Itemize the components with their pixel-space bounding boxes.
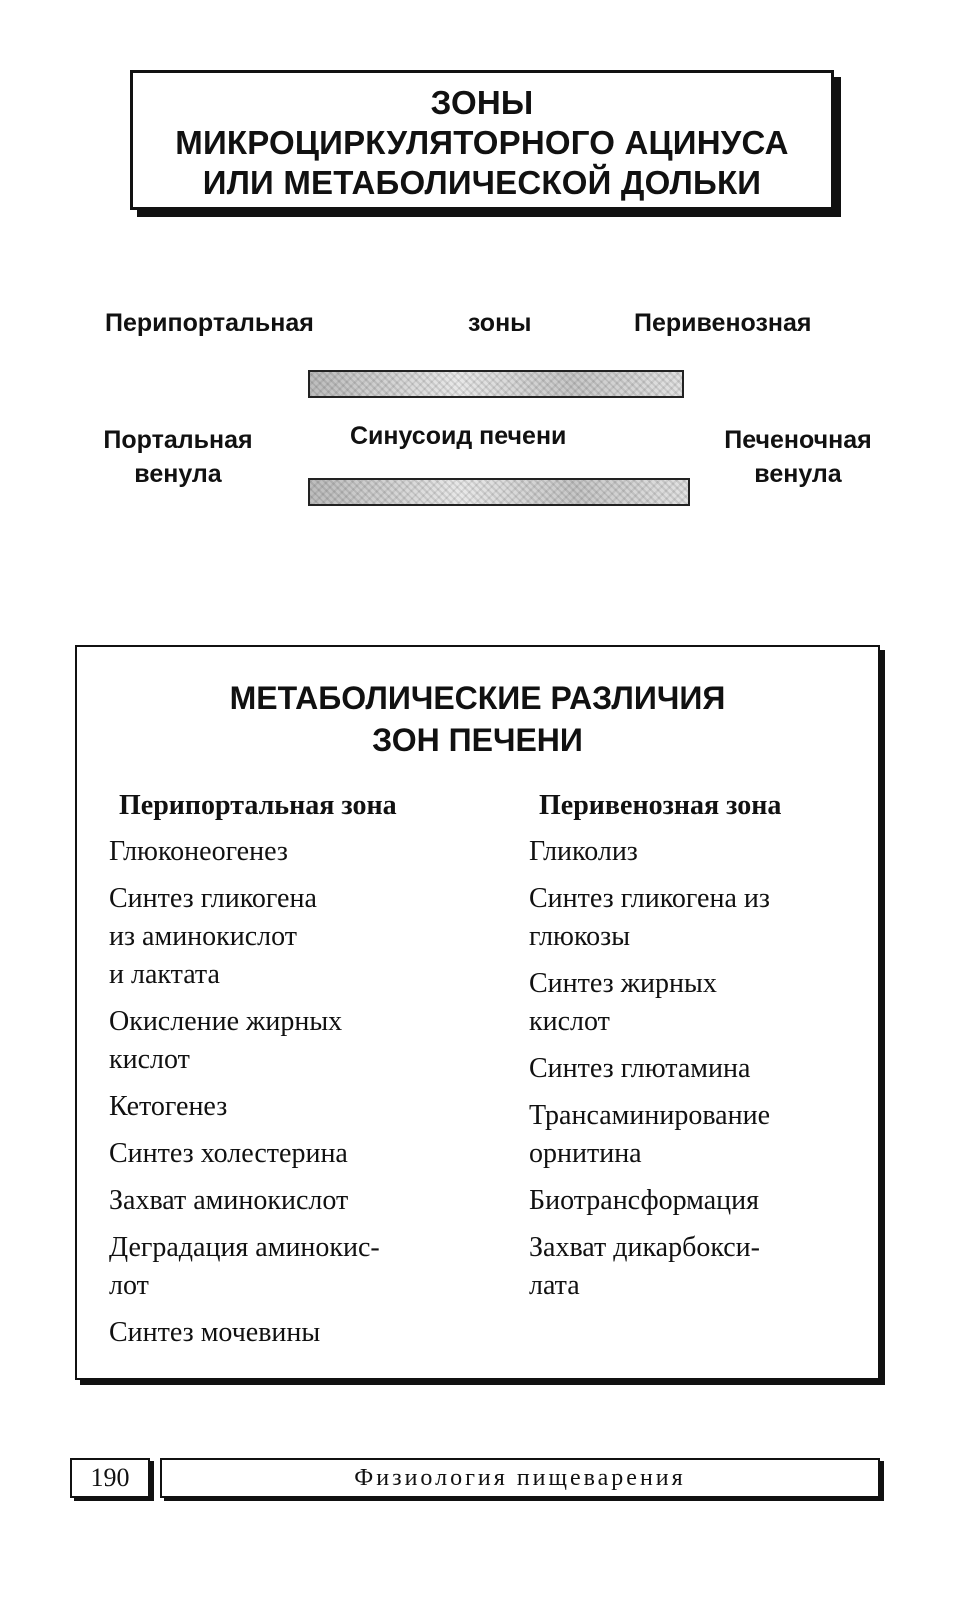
portal-venule-label [88,423,268,491]
list-item: Окисление жирных кислот [109,1006,343,1075]
list-item: Синтез глютамина [529,1053,751,1084]
title-line-3: ИЛИ МЕТАБОЛИЧЕСКОЙ ДОЛЬКИ [202,164,762,201]
list-item: Захват аминокислот [109,1185,349,1216]
portal-venule-line-1: Портальная [103,426,253,454]
list-item: Деградация аминокис- лот [109,1232,380,1301]
page-number: 190 [70,1458,150,1498]
list-item: Синтез холестерина [109,1138,348,1169]
metabolic-differences-box [75,645,880,1380]
metabolic-title-line-2: ЗОН ПЕЧЕНИ [372,722,583,758]
list-item: Захват дикарбокси- лата [529,1232,760,1301]
perivenous-column [529,787,869,1314]
list-item: Трансаминирование орнитина [529,1100,770,1169]
periportal-column [109,787,489,1361]
hepatic-venule-line-2: венула [754,460,842,488]
periportal-heading: Перипортальная зона [119,790,397,821]
list-item: Глюконеогенез [109,836,288,867]
list-item: Синтез гликогена из глюкозы [529,883,770,952]
list-item: Синтез гликогена из аминокислот и лактата [109,883,317,990]
hepatic-venule-label [708,423,888,491]
perivenous-heading: Перивенозная зона [539,790,782,821]
list-item: Биотрансформация [529,1185,759,1216]
page-title-box [130,70,834,210]
hepatic-venule-line-1: Печеночная [724,426,872,454]
sinusoid-label: Синусоид печени [350,422,567,450]
metabolic-title-line-1: МЕТАБОЛИЧЕСКИЕ РАЗЛИЧИЯ [229,680,726,716]
section-title: Физиология пищеварения [160,1458,880,1498]
sinusoid-bar-top [308,370,684,398]
portal-venule-line-2: венула [134,460,222,488]
title-line-2: МИКРОЦИРКУЛЯТОРНОГО АЦИНУСА [175,124,789,161]
title-line-1: ЗОНЫ [430,84,534,121]
zone-label-perivenous: Перивенозная [634,309,812,337]
sinusoid-bar-bottom [308,478,690,506]
list-item: Кетогенез [109,1091,228,1122]
zone-label-center: зоны [468,309,532,337]
list-item: Синтез мочевины [109,1317,321,1348]
list-item: Гликолиз [529,836,638,867]
list-item: Синтез жирных кислот [529,968,717,1037]
metabolic-title [77,677,878,761]
zone-label-periportal: Перипортальная [105,309,314,337]
